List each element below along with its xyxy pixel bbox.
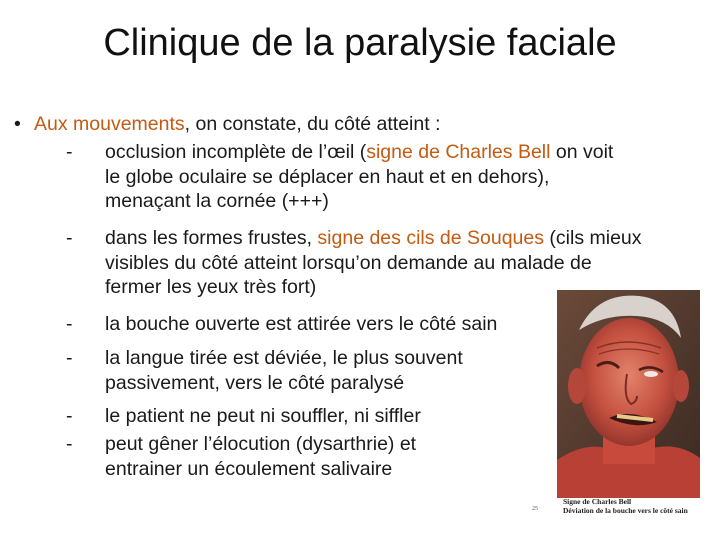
photo-caption [557, 498, 700, 516]
bullet-icon: • [14, 113, 21, 135]
caption-line: Signe de Charles Bell [563, 497, 632, 506]
item-highlight: signe des cils de Souques [317, 227, 544, 249]
caption-line: Déviation de la bouche vers le côté sain [563, 505, 688, 515]
dash-marker: - [66, 347, 73, 369]
item-text: fermer les yeux très fort) [105, 276, 317, 298]
item-text: menaçant la cornée (+++) [105, 190, 329, 212]
item-text: le patient ne peut ni souffler, ni siffler [105, 405, 421, 427]
slide-title: Clinique de la paralysie faciale [103, 22, 617, 64]
item-text: (cils mieux [544, 227, 642, 249]
item-text: la langue tirée est déviée, le plus souvent [105, 347, 463, 369]
intro-highlight: Aux mouvements [34, 113, 185, 135]
dash-marker: - [66, 227, 73, 249]
item-text: entrainer un écoulement salivaire [105, 457, 393, 480]
dash-marker: - [66, 433, 73, 455]
page-number: 25 [532, 506, 538, 512]
item-text: visibles du côté atteint lorsqu’on demande au malade de [105, 251, 592, 274]
item-text: occlusion incomplète de l’œil ( [105, 141, 367, 163]
intro-bullet [14, 112, 441, 136]
item-text: la bouche ouverte est attirée vers le côté sain [105, 313, 498, 335]
dash-marker: - [66, 141, 73, 163]
item-text: on voit [550, 141, 614, 163]
patient-photo [557, 290, 700, 498]
item-highlight: signe de Charles Bell [366, 141, 551, 163]
intro-text: , on constate, du côté atteint : [184, 113, 441, 135]
item-text: passivement, vers le côté paralysé [105, 371, 405, 394]
item-text: le globe oculaire se déplacer en haut et en dehors), [105, 165, 550, 188]
dash-marker: - [66, 405, 73, 427]
item-text: peut gêner l’élocution (dysarthrie) et [105, 433, 417, 455]
dash-marker: - [66, 313, 73, 335]
patient-face-image [557, 290, 700, 498]
item-text: dans les formes frustes, [105, 227, 318, 249]
